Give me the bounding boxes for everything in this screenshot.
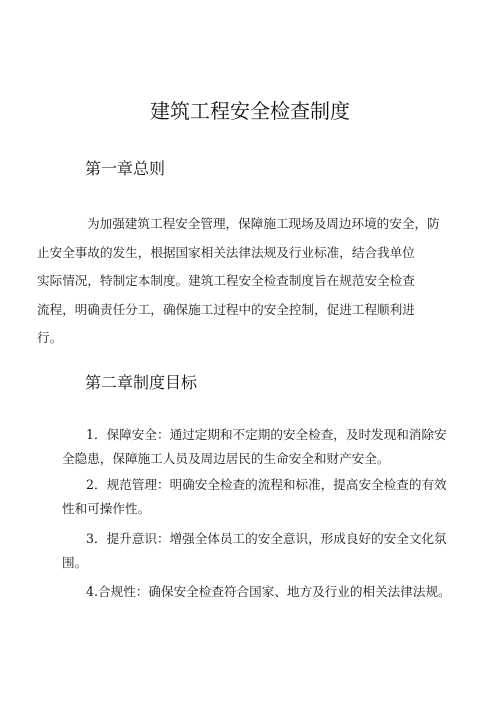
chapter-1-paragraph xyxy=(37,210,442,353)
goal-item-line: 4.合规性：确保安全检查符合国家、地方及行业的相关法律法规。 xyxy=(86,584,451,599)
paragraph-line: 实际情况，特制定本制度。建筑工程安全检查制度旨在规范安全检查 xyxy=(37,273,415,288)
goal-item-line: 性和可操作性。 xyxy=(62,501,151,516)
goal-item-line: 全隐患，保障施工人员及周边居民的生命安全和财产安全。 xyxy=(62,451,390,466)
document-title: 建筑工程安全检查制度 xyxy=(150,99,350,123)
goal-item xyxy=(62,527,452,575)
goal-item-line: 1．保障安全：通过定期和不定期的安全检查，及时发现和消除安 xyxy=(86,427,447,442)
goal-item xyxy=(62,473,452,521)
goal-item xyxy=(62,423,452,471)
paragraph-line: 行。 xyxy=(37,330,63,345)
goal-item-line: 2．规范管理：明确安全检查的流程和标准，提高安全检查的有效 xyxy=(86,477,447,492)
paragraph-line: 止安全事故的发生，根据国家相关法律法规及行业标准，结合我单位 xyxy=(37,244,415,260)
goal-item-line: 3．提升意识：增强全体员工的安全意识，形成良好的安全文化氛 xyxy=(86,531,447,546)
paragraph-line: 为加强建筑工程安全管理，保障施工现场及周边环境的安全，防 xyxy=(87,216,440,231)
paragraph-line: 流程，明确责任分工，确保施工过程中的安全控制，促进工程顺利进 xyxy=(37,301,415,317)
chapter-2-heading: 第二章制度目标 xyxy=(85,373,198,392)
goal-item-line: 围。 xyxy=(62,555,88,570)
chapter-1-heading: 第一章总则 xyxy=(85,159,166,178)
goal-item xyxy=(62,580,452,604)
